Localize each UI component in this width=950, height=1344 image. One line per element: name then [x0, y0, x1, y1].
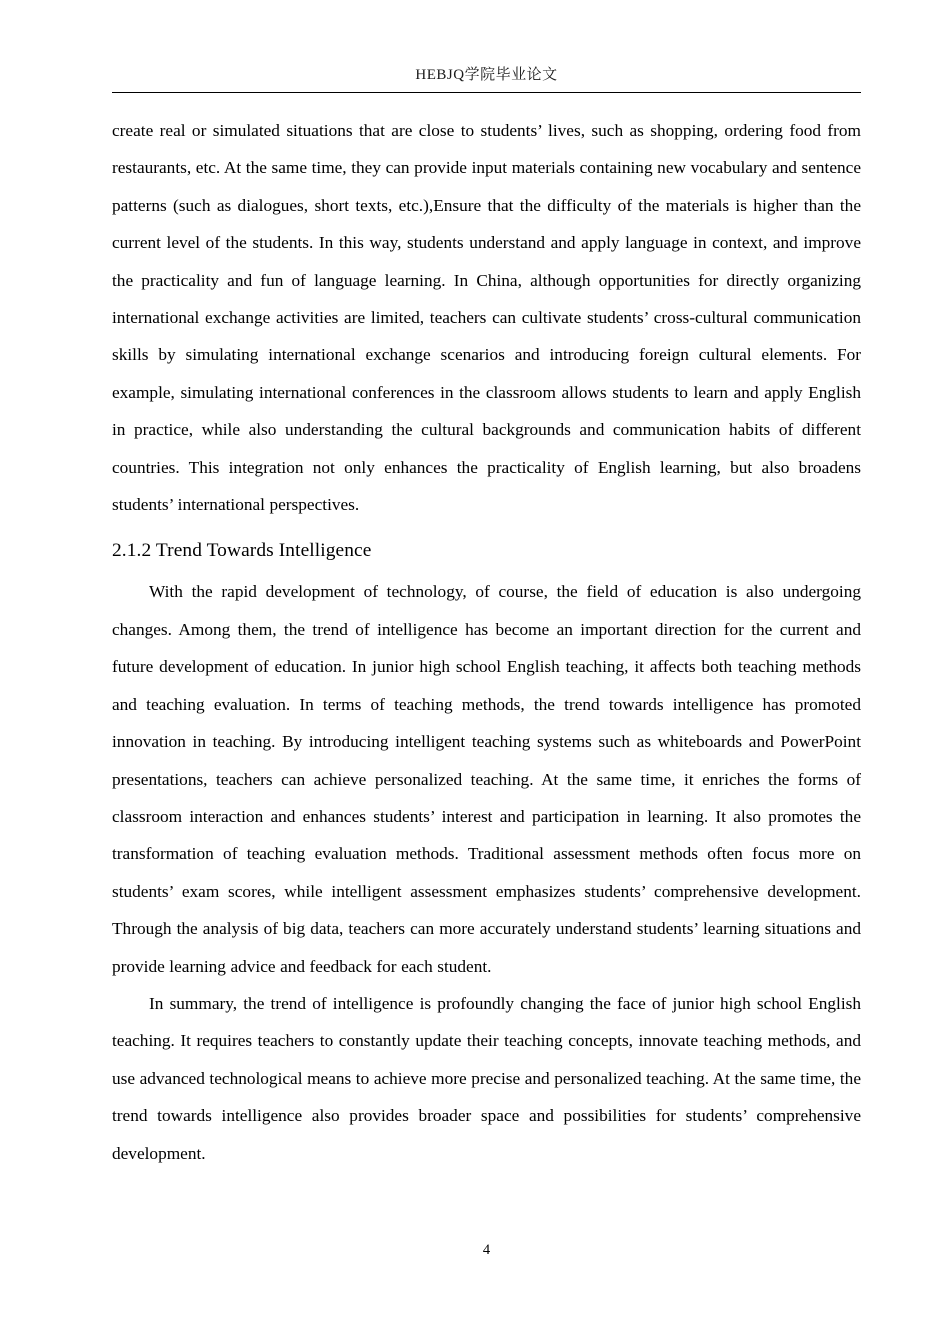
- page-content: [112, 0, 861, 1172]
- body-text: [112, 112, 861, 1172]
- running-head-text: HEBJQ学院毕业论文: [415, 67, 558, 83]
- page-header: [112, 0, 861, 83]
- paragraph-intelligence-trend: With the rapid development of technology, of course, the field of education is also undergoing changes. Among them, the trend of intelligence has become an important direction for the current and future development of education. In junior high school English teaching, it affects both teaching methods and teaching evaluation. In terms of teaching methods, the trend towards intelligence has promoted innovation in teaching. By introducing intelligent teaching systems such as whiteboards and PowerPoint presentations, teachers can achieve personalized teaching. At the same time, it enriches the forms of classroom interaction and enhances students’ interest and participation in learning. It also promotes the transformation of teaching evaluation methods. Traditional assessment methods often focus more on students’ exam scores, while intelligent assessment emphasizes students’ comprehensive development. Through the analysis of big data, teachers can more accurately understand students’ learning situations and provide learning advice and feedback for each student.: [112, 582, 861, 976]
- paragraph-continued: create real or simulated situations that are close to students’ lives, such as shopping, ordering food from restaurants, etc. At the same time, they can provide input materials containing new vocabulary and sentence patterns (such as dialogues, short texts, etc.),Ensure that the difficulty of the materials is higher than the current level of the students. In this way, students understand and apply language in context, and improve the practicality and fun of language learning. In China, although opportunities for directly organizing international exchange activities are limited, teachers can cultivate students’ cross-cultural communication skills by simulating international exchange scenarios and introducing foreign cultural elements. For example, simulating international conferences in the classroom allows students to learn and apply English in practice, while also understanding the cultural backgrounds and communication habits of different countries. This integration not only enhances the practicality of English learning, but also broadens students’ international perspectives.: [112, 121, 861, 515]
- paragraph-summary: In summary, the trend of intelligence is profoundly changing the face of junior high school English teaching. It requires teachers to constantly update their teaching concepts, innovate teaching methods, and use advanced technological means to achieve more precise and personalized teaching. At the same time, the trend towards intelligence also provides broader space and possibilities for students’ comprehensive development.: [112, 993, 861, 1163]
- page-number: 4: [482, 1242, 491, 1258]
- section-heading-2-1-2: 2.1.2 Trend Towards Intelligence: [112, 540, 372, 562]
- header-divider: [112, 92, 861, 93]
